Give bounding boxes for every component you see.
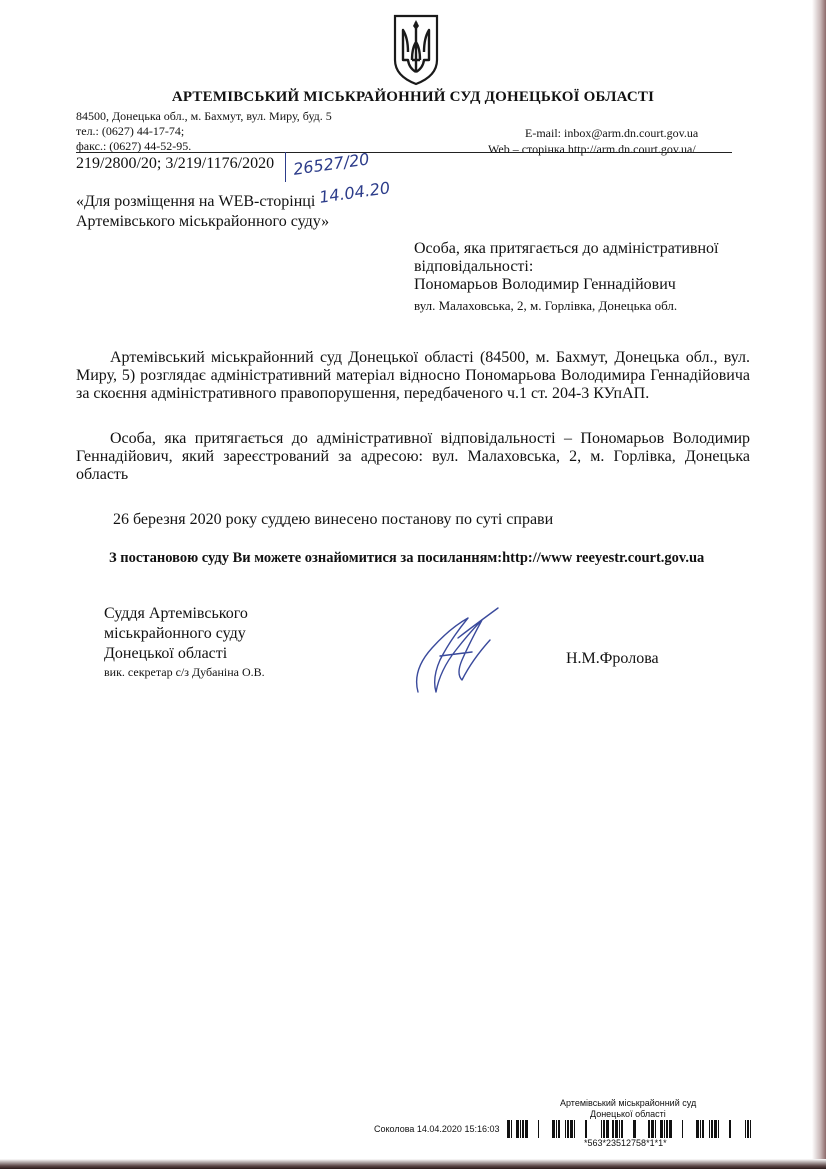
paragraph-1-line1: Артемівський міськрайонний суд Донецької області (84500, м. Бахмут, Донецька обл., вул. bbox=[110, 349, 750, 366]
decision-link-note: З постановою суду Ви можете ознайомитися за посиланням:http://www reeyestr.court.gov.ua bbox=[109, 550, 705, 566]
paragraph-2-line3: область bbox=[76, 466, 129, 483]
paragraph-2-line2: Геннадійович, який зареєстрований за адресою: вул. Малаховська, 2, м. Горлівка, Донецька bbox=[76, 448, 750, 465]
barcode-bar bbox=[585, 1120, 587, 1138]
handwritten-signature bbox=[410, 600, 505, 700]
paragraph-1-line2: Миру, 5) розглядає адміністративний матеріал відносно Пономарьова Володимира Геннадійовича bbox=[76, 367, 750, 384]
barcode-bar bbox=[619, 1120, 620, 1138]
paragraph-1-line3: за скоєння адміністративного правопорушення, передбаченого ч.1 ст. 204-3 КУпАП. bbox=[76, 385, 650, 402]
signature-line2: міськрайонного суду bbox=[104, 625, 246, 642]
court-email: E-mail: inbox@arm.dn.court.gov.ua bbox=[525, 126, 699, 140]
barcode-bar bbox=[621, 1120, 623, 1138]
stamp-court-line1: Артемівський міськрайонний суд bbox=[560, 1098, 697, 1108]
barcode-bar bbox=[558, 1120, 560, 1138]
barcode-bar bbox=[538, 1120, 539, 1138]
barcode-bar bbox=[745, 1120, 746, 1138]
barcode-bar bbox=[750, 1120, 751, 1138]
barcode-bar bbox=[520, 1120, 521, 1138]
barcode-bar bbox=[669, 1120, 672, 1138]
barcode-bar bbox=[655, 1120, 656, 1138]
recipient-line1: Особа, яка притягається до адміністративної bbox=[414, 240, 719, 257]
barcode-bar bbox=[714, 1120, 717, 1138]
barcode-bar bbox=[729, 1120, 731, 1138]
court-phone: тел.: (0627) 44-17-74; bbox=[76, 124, 185, 138]
barcode-bar bbox=[702, 1120, 704, 1138]
secretary: вик. секретар с/з Дубаніна О.В. bbox=[104, 665, 265, 679]
barcode-bar bbox=[648, 1120, 650, 1138]
recipient-line2: відповідальності: bbox=[414, 258, 534, 275]
barcode-bar bbox=[601, 1120, 602, 1138]
barcode-bar bbox=[664, 1120, 665, 1138]
judge-name: Н.М.Фролова bbox=[566, 650, 659, 667]
barcode-bar bbox=[606, 1120, 609, 1138]
decision-text: 26 березня 2020 року суддею винесено постанову по суті справи bbox=[113, 511, 554, 528]
court-web: Web – сторінка http://arm.dn.court.gov.ua/ bbox=[488, 142, 696, 156]
barcode-bar bbox=[747, 1120, 749, 1138]
barcode-bar bbox=[696, 1120, 699, 1138]
publication-note-line1: «Для розміщення на WEB-сторінці bbox=[76, 193, 316, 210]
barcode-bar bbox=[615, 1120, 618, 1138]
stamp-operator: Соколова 14.04.2020 15:16:03 bbox=[374, 1124, 500, 1134]
barcode-bar bbox=[522, 1120, 524, 1138]
court-fax: факс.: (0627) 44-52-95. bbox=[76, 139, 192, 153]
barcode-bar bbox=[552, 1120, 555, 1138]
barcode-bar bbox=[709, 1120, 710, 1138]
barcode-bar bbox=[565, 1120, 566, 1138]
scan-edge-right bbox=[812, 0, 826, 1169]
barcode-bar bbox=[511, 1120, 512, 1138]
coat-of-arms-icon bbox=[391, 12, 441, 86]
handwritten-reg-date: 14.04.20 bbox=[318, 178, 392, 207]
barcode-bar bbox=[682, 1120, 683, 1138]
barcode-bar bbox=[525, 1120, 528, 1138]
document-barcode bbox=[507, 1120, 751, 1138]
header-divider bbox=[76, 152, 732, 153]
barcode-bar bbox=[651, 1120, 654, 1138]
barcode-text: *563*23512758*1*1* bbox=[584, 1138, 667, 1148]
publication-note-line2: Артемівського міськрайонного суду» bbox=[76, 213, 330, 230]
barcode-bar bbox=[666, 1120, 668, 1138]
barcode-bar bbox=[711, 1120, 713, 1138]
recipient-name: Пономарьов Володимир Геннадійович bbox=[414, 276, 676, 293]
stamp-court-line2: Донецької області bbox=[590, 1109, 666, 1119]
barcode-bar bbox=[633, 1120, 636, 1138]
barcode-bar bbox=[556, 1120, 557, 1138]
barcode-bar bbox=[700, 1120, 701, 1138]
scan-edge-bottom bbox=[0, 1159, 826, 1169]
paragraph-2 bbox=[76, 430, 750, 484]
paragraph-1 bbox=[76, 349, 750, 403]
court-address: 84500, Донецька обл., м. Бахмут, вул. Миру, буд. 5 bbox=[76, 109, 332, 123]
recipient-address: вул. Малаховська, 2, м. Горлівка, Донецька обл. bbox=[414, 298, 678, 313]
barcode-bar bbox=[570, 1120, 573, 1138]
court-name: АРТЕМІВСЬКИЙ МІСЬКРАЙОННИЙ СУД ДОНЕЦЬКОЇ ОБЛАСТІ bbox=[171, 89, 655, 105]
signature-line3: Донецької області bbox=[104, 645, 228, 662]
barcode-bar bbox=[660, 1120, 663, 1138]
barcode-bar bbox=[507, 1120, 510, 1138]
case-numbers: 219/2800/20; 3/219/1176/2020 bbox=[76, 155, 275, 172]
barcode-bar bbox=[612, 1120, 614, 1138]
handwritten-reg-number: 26527/20 bbox=[292, 149, 371, 179]
barcode-bar bbox=[574, 1120, 575, 1138]
signature-line1: Суддя Артемівського bbox=[104, 605, 248, 622]
barcode-bar bbox=[603, 1120, 605, 1138]
barcode-bar bbox=[516, 1120, 519, 1138]
barcode-bar bbox=[567, 1120, 569, 1138]
barcode-bar bbox=[718, 1120, 719, 1138]
reg-bracket bbox=[285, 152, 286, 182]
paragraph-2-line1: Особа, яка притягається до адміністративної відповідальності – Пономарьов Володимир bbox=[110, 430, 750, 447]
